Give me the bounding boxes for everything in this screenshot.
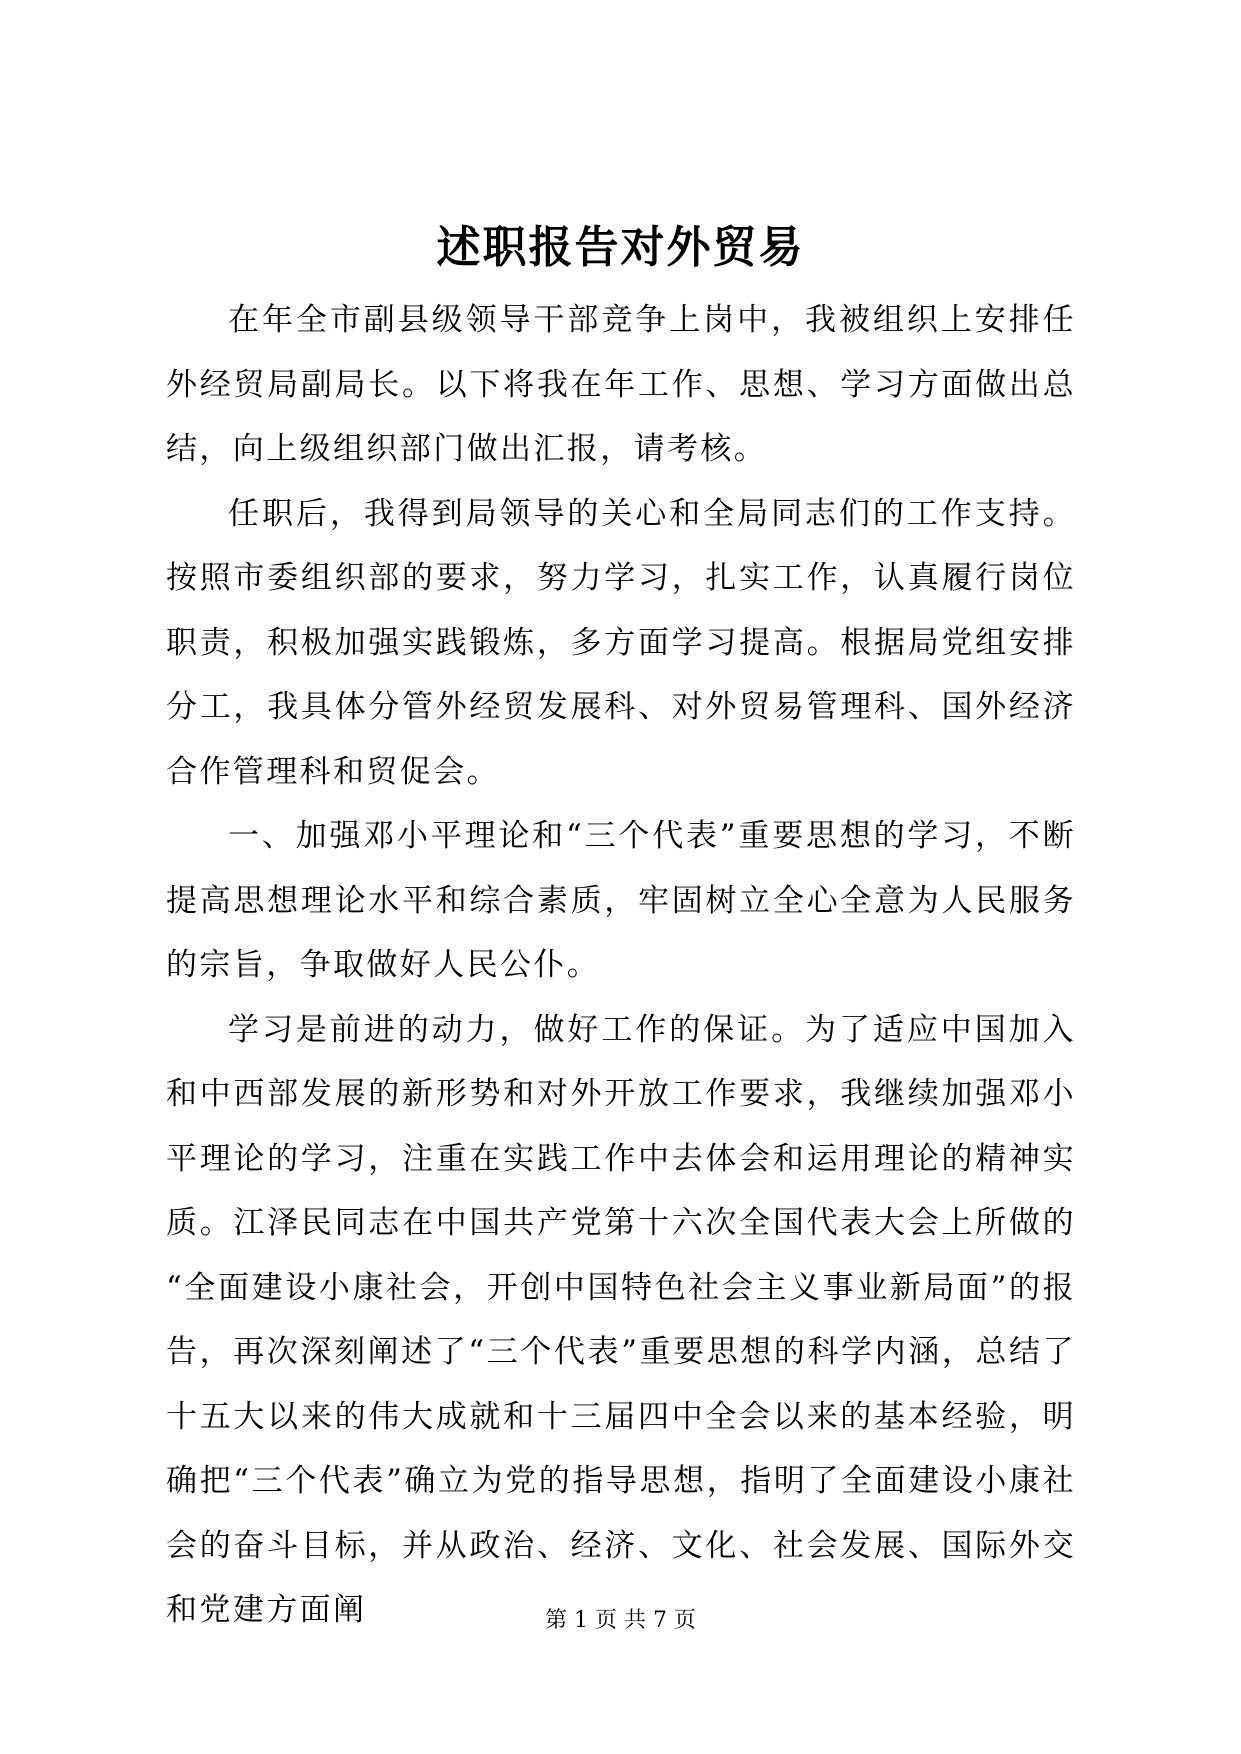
paragraph: 任职后，我得到局领导的关心和全局同志们的工作支持。按照市委组织部的要求，努力学习，扎实工作，认真履行岗位职责，积极加强实践锻炼，多方面学习提高。根据局党组安排分工，我具体分管外经贸发展科、对外贸易管理科、国外经济合作管理科和贸促会。 xyxy=(166,495,1076,790)
page-footer xyxy=(0,1606,1241,1636)
document-body xyxy=(166,288,1076,1643)
document-title: 述职报告对外贸易 xyxy=(436,222,805,273)
paragraph: 在年全市副县级领导干部竞争上岗中，我被组织上安排任外经贸局副局长。以下将我在年工作、思想、学习方面做出总结，向上级组织部门做出汇报，请考核。 xyxy=(166,302,1076,467)
page-number: 第 1 页 共 7 页 xyxy=(545,1608,696,1633)
paragraph: 学习是前进的动力，做好工作的保证。为了适应中国加入和中西部发展的新形势和对外开放工作要求，我继续加强邓小平理论的学习，注重在实践工作中去体会和运用理论的精神实质。江泽民同志在中国共产党第十六次全国代表大会上所做的“全面建设小康社会，开创中国特色社会主义事业新局面”的报告，再次深刻阐述了“三个代表”重要思想的科学内涵，总结了十五大以来的伟大成就和十三届四中全会以来的基本经验，明确把“三个代表”确立为党的指导思想，指明了全面建设小康社会的奋斗目标，并从政治、经济、文化、社会发展、国际外交和党建方面阐 xyxy=(166,1011,1076,1628)
paragraph: 一、加强邓小平理论和“三个代表”重要思想的学习，不断提高思想理论水平和综合素质，牢固树立全心全意为人民服务的宗旨，争取做好人民公仆。 xyxy=(166,818,1076,983)
